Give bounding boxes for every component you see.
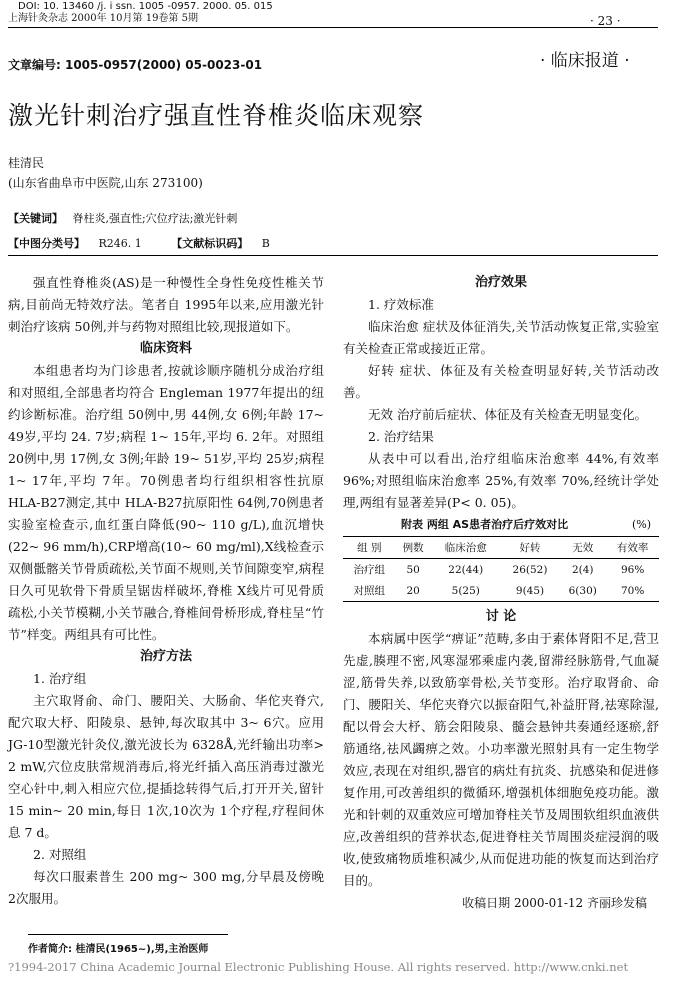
discussion-paragraph: 本病属中医学“痹证”范畴,多由于素体肾阳不足,营卫先虚,腠理不密,风寒湿邪乘虚内袭,留滞经脉筋骨,气血凝涩,筋骨失养,以致筋挛骨松,关节变形。治疗取肾俞、命门、腰阳关、华佗夹脊穴以振奋阳气,补益肝肾,祛寒除湿,配以骨会大杼、筋会阳陵泉、髓会悬钟共奏通经逐瘀,舒筋通络,祛风蠲痹之效。小功率激光照射具有一定生物学效应,表现在对组织,器官的病灶有抗炎、抗感染和促进修复作用,可改善组织的微循环,增强机体细胞免疫功能。激光和针刺的双重效应可增加脊柱关节及周围软组织血液供应,改善组织的营养状态,促进脊柱关节周围炎症浸润的吸收,使致痛物质堆积减少,从而促进功能的恢复而达到治疗目的。 xyxy=(343,631,659,888)
table-header-cell: 好转 xyxy=(501,537,559,559)
clinical-paragraph: 本组患者均为门诊患者,按就诊顺序随机分成治疗组和对照组,全部患者均符合 Engleman 1977年提出的纽约诊断标准。治疗组 50例中,男 44例,女 6例;年龄 17~ 49岁,平均 24. 7岁;病程 1~ 15年,平均 6. 2年。对照组 20例中,男 17例,女 3例;年龄 19~ 51岁,平均 25岁;病程 1~ 17年,平均 7年。70例患者均行组织相容性抗原 HLA-B27测定,其中 HLA-B27抗原阳性 64例,70例患者实验室检查示,血红蛋白降低(90~ 110 g/L),血沉增快(22~ 96 mm/h),CRP增高(10~ 60 mg/ml),X线检查示双侧骶髂关节骨质疏松,关节面不规则,关节间隙变窄,病程日久可见软骨下骨质呈锯齿样破坏,脊椎 X线片可见骨质疏松,小关节模糊,小关节融合,脊椎间骨桥形成,脊柱呈“竹节”样变。两组具有可比性。 xyxy=(8,363,324,642)
author-footnote: 作者简介: 桂清民(1965~),男,主治医师 xyxy=(28,944,209,955)
table-header-cell: 例数 xyxy=(396,537,431,559)
result-heading: 2. 治疗结果 xyxy=(368,429,434,444)
classification-line xyxy=(8,235,270,251)
table-header-cell: 组 别 xyxy=(343,537,396,559)
doccode: B xyxy=(261,237,270,250)
clinical-heading: 临床资料 xyxy=(139,341,192,356)
article-number: 文章编号: 1005-0957(2000) 05-0023-01 xyxy=(8,58,263,72)
table-caption: 附表 两组 AS患者治疗后疗效对比 xyxy=(401,518,569,531)
author: 桂清民 xyxy=(8,156,45,170)
doccode-label: 【文献标识码】 xyxy=(171,237,249,250)
keywords-label: 【关键词】 xyxy=(8,212,63,225)
journal-info: 上海针灸杂志 2000年 10月第 19卷第 5期 xyxy=(8,13,198,24)
standard-ineffective: 无效 治疗前后症状、体征及有关检查无明显变化。 xyxy=(368,407,647,422)
table-header-cell: 有效率 xyxy=(606,537,659,559)
table-caption-row xyxy=(343,514,659,536)
header-rule xyxy=(8,27,658,28)
page-number: · 23 · xyxy=(590,14,621,28)
table-cell: 9(45) xyxy=(501,580,559,602)
table-cell: 对照组 xyxy=(343,580,396,602)
table-header-row xyxy=(343,537,659,559)
standard-improved: 好转 症状、体征及有关检查明显好转,关节活动改善。 xyxy=(343,363,659,400)
clc-code: R246. 1 xyxy=(98,237,142,250)
table-cell: 50 xyxy=(406,563,420,576)
effect-heading: 治疗效果 xyxy=(474,275,527,290)
table-header-cell: 无效 xyxy=(559,537,606,559)
affiliation: (山东省曲阜市中医院,山东 273100) xyxy=(8,176,203,190)
table-cell: 22(44) xyxy=(448,563,484,576)
table-cell: 96% xyxy=(620,563,645,576)
standard-heading: 1. 疗效标准 xyxy=(368,297,434,312)
keywords-line xyxy=(8,210,237,226)
table-unit: (%) xyxy=(631,518,651,531)
keywords: 脊柱炎,强直性;穴位疗法;激光针刺 xyxy=(72,212,238,225)
result-paragraph: 从表中可以看出,治疗组临床治愈率 44%,有效率 96%;对照组临床治愈率 25%,有效率 70%,经统计学处理,两组有显著差异(P< 0. 05)。 xyxy=(343,451,659,510)
table-row xyxy=(343,559,659,581)
doi: DOI: 10. 13460 /j. i ssn. 1005 -0957. 2000. 05. 015 xyxy=(18,1,273,12)
table-cell: 70% xyxy=(606,580,659,602)
table-cell: 2(4) xyxy=(571,563,594,576)
clc-label: 【中图分类号】 xyxy=(8,237,85,250)
table-row xyxy=(343,580,659,602)
table-cell: 6(30) xyxy=(559,580,606,602)
table-cell: 治疗组 xyxy=(353,564,386,576)
table-cell: 26(52) xyxy=(512,563,548,576)
treatment-paragraph: 主穴取肾俞、命门、腰阳关、大肠俞、华佗夹脊穴,配穴取大杼、阳陵泉、悬钟,每次取其中 3~ 6穴。应用 JG-10型激光针灸仪,激光波长为 6328Å,光纤输出功率> 2 mW,穴位皮肤常规消毒后,将光纤插入高压消毒过激光空心针中,刺入相应穴位,提插捻转得气后,打开开关,留针 15 min~ 20 min,每日 1次,10次为 1个疗程,疗程间休息 7 d。 xyxy=(8,693,324,840)
footnote-rule xyxy=(28,934,228,935)
intro-paragraph: 强直性脊椎炎(AS)是一种慢性全身性免疫性椎关节病,目前尚无特效疗法。笔者自 1995年以来,应用激光针刺治疗该病 50例,并与药物对照组比较,现报道如下。 xyxy=(8,275,324,334)
discussion-heading: 讨 论 xyxy=(485,609,517,624)
table-cell: 20 xyxy=(396,580,431,602)
article-title: 激光针刺治疗强直性脊椎炎临床观察 xyxy=(8,101,425,130)
method-heading: 治疗方法 xyxy=(139,649,192,664)
table-header-cell: 临床治愈 xyxy=(431,537,501,559)
section-tag: · 临床报道 · xyxy=(540,51,630,71)
table-cell: 5(25) xyxy=(431,580,501,602)
received-line: 收稿日期 2000-01-12 齐丽珍发稿 xyxy=(462,896,647,910)
subheading-treatment-group: 1. 治疗组 xyxy=(33,671,87,686)
left-column xyxy=(8,272,324,910)
standard-cure: 临床治愈 症状及体征消失,关节活动恢复正常,实验室有关检查正常或接近正常。 xyxy=(343,319,659,356)
right-column xyxy=(343,272,659,914)
subheading-control-group: 2. 对照组 xyxy=(33,847,87,862)
keywords-rule xyxy=(8,255,658,256)
results-table xyxy=(343,536,659,602)
control-paragraph: 每次口服素普生 200 mg~ 300 mg,分早晨及傍晚 2次服用。 xyxy=(8,869,324,906)
copyright-watermark: ?1994-2017 China Academic Journal Electronic Publishing House. All rights reserved. http://www.cnki.net xyxy=(8,960,629,974)
